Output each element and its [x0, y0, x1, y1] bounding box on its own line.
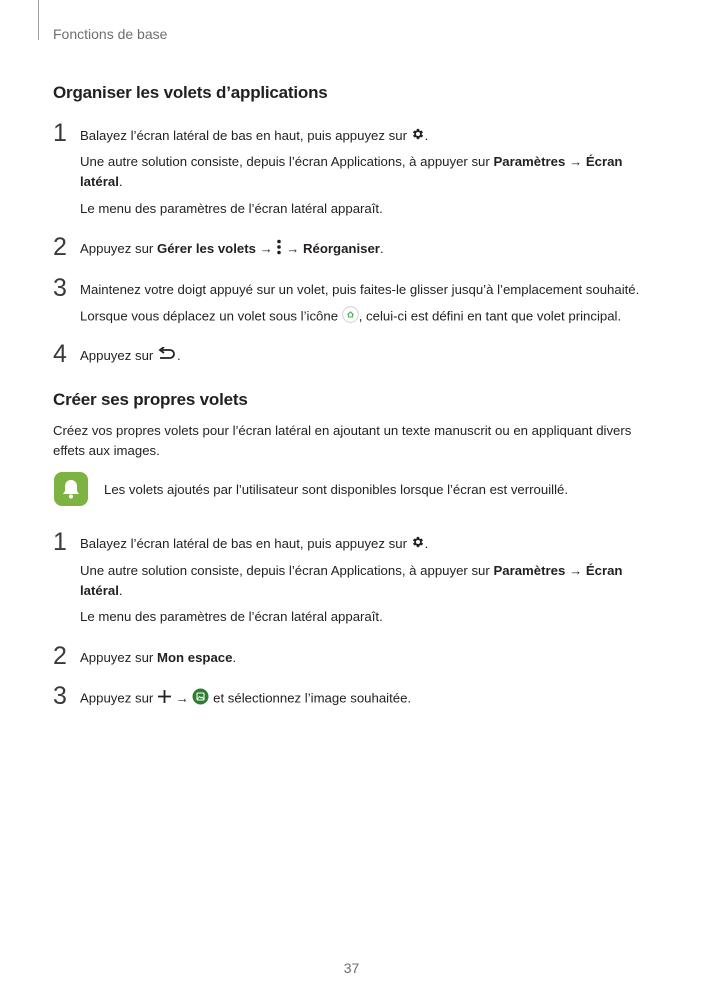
- step-text: Le menu des paramètres de l’écran latéral apparaît.: [80, 201, 383, 216]
- section-intro: effets aux images.: [53, 443, 160, 458]
- section-title-organize: Organiser les volets d’applications: [53, 83, 328, 102]
- step-text: Appuyez sur → et sélectionnez l’image souhaitée.: [80, 688, 411, 710]
- section-title-create: Créer ses propres volets: [53, 390, 248, 409]
- step-number: 2: [53, 642, 67, 670]
- note-badge: [54, 472, 88, 506]
- back-icon: [157, 347, 177, 366]
- note-text: Les volets ajoutés par l’utilisateur sont disponibles lorsque l’écran est verrouillé.: [104, 482, 569, 497]
- step-text: Maintenez votre doigt appuyé sur un volet, puis faites-le glisser jusqu’à l’emplacement souhaité.: [80, 282, 640, 297]
- step-text: latéral.: [80, 174, 123, 189]
- step-number: 1: [53, 119, 67, 147]
- step-text: Appuyez sur .: [80, 346, 181, 366]
- gear-icon: [411, 535, 425, 554]
- step-text: Appuyez sur Mon espace.: [80, 650, 237, 665]
- step-text: Balayez l’écran latéral de bas en haut, puis appuyez sur .: [80, 126, 428, 146]
- step-text: Appuyez sur Gérer les volets → → Réorganiser.: [80, 239, 384, 260]
- notification-bell-icon: [61, 478, 81, 500]
- step-text: Une autre solution consiste, depuis l’écran Applications, à appuyer sur Paramètres → Écran: [80, 154, 623, 169]
- header-section-title: Fonctions de base: [53, 26, 168, 42]
- more-options-icon: [276, 239, 282, 260]
- home-icon: [342, 306, 359, 328]
- section-intro: Créez vos propres volets pour l’écran latéral en ajoutant un texte manuscrit ou en appliquant divers: [53, 423, 632, 438]
- step-text: Lorsque vous déplacez un volet sous l’icône , celui-ci est défini en tant que volet principal.: [80, 306, 621, 328]
- step-text: Balayez l’écran latéral de bas en haut, puis appuyez sur .: [80, 534, 428, 554]
- gallery-icon: [192, 688, 209, 710]
- header-rule: [38, 0, 39, 40]
- plus-icon: [157, 689, 172, 709]
- page-number: 37: [343, 960, 360, 976]
- step-text: Le menu des paramètres de l’écran latéral apparaît.: [80, 609, 383, 624]
- step-number: 3: [53, 682, 67, 710]
- step-number: 3: [53, 274, 67, 302]
- step-text: Une autre solution consiste, depuis l’écran Applications, à appuyer sur Paramètres → Écran: [80, 563, 623, 578]
- step-number: 1: [53, 528, 67, 556]
- step-number: 2: [53, 233, 67, 261]
- step-text: latéral.: [80, 583, 123, 598]
- step-number: 4: [53, 340, 67, 368]
- gear-icon: [411, 127, 425, 146]
